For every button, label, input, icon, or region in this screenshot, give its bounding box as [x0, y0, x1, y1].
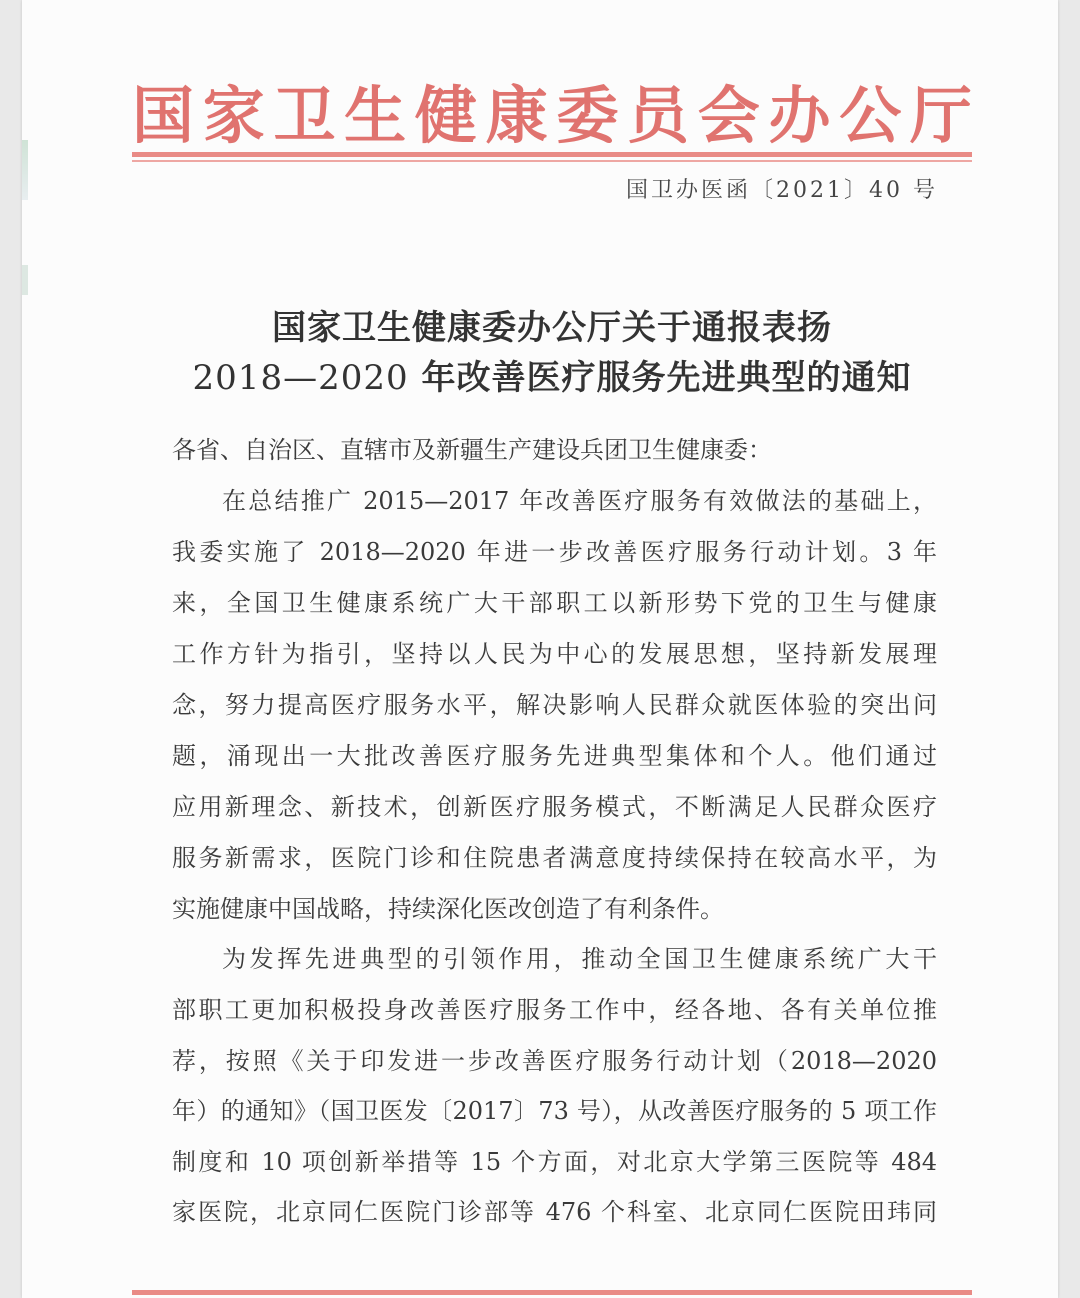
masthead-char: 康: [485, 79, 548, 152]
masthead-char: 公: [839, 79, 902, 152]
title-line-2: [122, 350, 982, 399]
masthead-char: 家: [202, 79, 265, 152]
paragraph-1-line: 工作方针为指引，坚持以人民为中心的发展思想，坚持新发展理: [172, 640, 937, 668]
masthead-char: 厅: [909, 79, 972, 152]
masthead-char: 卫: [273, 79, 336, 152]
paragraph-2-line: 为发挥先进典型的引领作用，推动全国卫生健康系统广大干: [222, 945, 937, 973]
paragraph-1-line: 实施健康中国战略，持续深化医改创造了有利条件。: [172, 895, 724, 923]
page-edge-mark: [22, 265, 28, 295]
document-page: [22, 0, 1058, 1298]
paragraph-2-line: 部职工更加积极投身改善医疗服务工作中，经各地、各有关单位推: [172, 996, 937, 1024]
masthead-rule-thick: [132, 152, 972, 157]
paragraph-2-line: 家医院，北京同仁医院门诊部等 476 个科室、北京同仁医院田玮同: [172, 1198, 937, 1226]
paragraph-1-line: 来，全国卫生健康系统广大干部职工以新形势下党的卫生与健康: [172, 589, 937, 617]
paragraph-2-line: 年）的通知》（国卫医发〔2017〕73 号），从改善医疗服务的 5 项工作: [172, 1097, 937, 1125]
paragraph-1-line: 服务新需求，医院门诊和住院患者满意度持续保持在较高水平，为: [172, 844, 937, 872]
masthead-char: 生: [344, 79, 407, 152]
masthead-char: 员: [627, 79, 690, 152]
paragraph-1-line: 在总结推广 2015—2017 年改善医疗服务有效做法的基础上，: [222, 487, 937, 515]
footer-rule: [132, 1290, 972, 1295]
masthead-rule-thin: [132, 160, 972, 162]
paragraph-1-line: 我委实施了 2018—2020 年进一步改善医疗服务行动计划。3 年: [172, 538, 937, 566]
paragraph-2-line: 荐，按照《关于印发进一步改善医疗服务行动计划（2018—2020: [172, 1047, 937, 1075]
masthead: [132, 76, 972, 156]
masthead-char: 办: [768, 79, 831, 152]
masthead-char: 委: [556, 79, 619, 152]
title-years: 2018—2020: [192, 358, 409, 398]
title-line-1: 国家卫生健康委办公厅关于通报表扬: [272, 308, 832, 348]
addressee: 各省、自治区、直辖市及新疆生产建设兵团卫生健康委：: [172, 436, 772, 464]
page-edge-mark: [22, 140, 28, 200]
masthead-char: 健: [414, 79, 477, 152]
paragraph-1-line: 应用新理念、新技术，创新医疗服务模式，不断满足人民群众医疗: [172, 793, 937, 821]
paragraph-2-line: 制度和 10 项创新举措等 15 个方面，对北京大学第三医院等 484: [172, 1148, 937, 1176]
masthead-char: 国: [132, 79, 195, 152]
paragraph-1-line: 念，努力提高医疗服务水平，解决影响人民群众就医体验的突出问: [172, 691, 937, 719]
paragraph-1-line: 题，涌现出一大批改善医疗服务先进典型集体和个人。他们通过: [172, 742, 937, 770]
title-line-2-text: 年改善医疗服务先进典型的通知: [408, 358, 912, 398]
document-number: 国卫办医函〔2021〕40 号: [626, 178, 938, 203]
masthead-char: 会: [697, 79, 760, 152]
